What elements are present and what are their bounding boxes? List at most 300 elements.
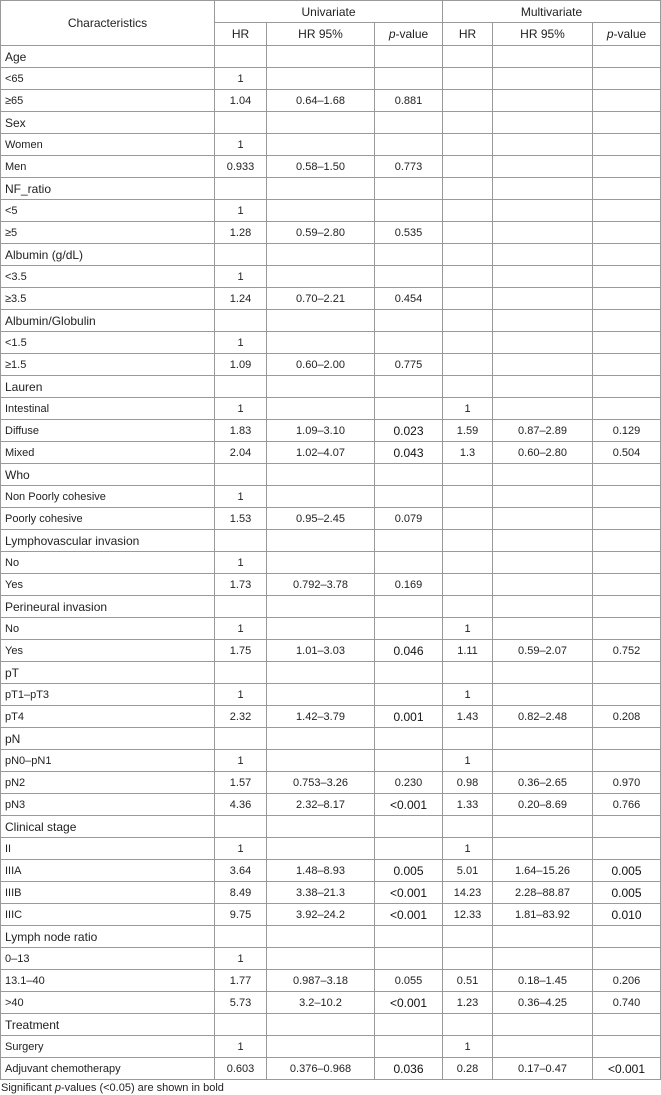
univariate-ci: 1.42–3.79 bbox=[267, 706, 375, 728]
table-row bbox=[1, 948, 661, 970]
univariate-p-value: 0.079 bbox=[375, 508, 443, 530]
empty-cell bbox=[215, 1014, 267, 1036]
row-label: >40 bbox=[1, 992, 215, 1014]
multivariate-hr bbox=[443, 332, 493, 354]
empty-cell bbox=[493, 662, 593, 684]
empty-cell bbox=[267, 244, 375, 266]
p-suffix: -value bbox=[613, 27, 647, 41]
multivariate-p-value: 0.005 bbox=[593, 882, 661, 904]
multivariate-hr: 1.33 bbox=[443, 794, 493, 816]
univariate-hr: 1 bbox=[215, 486, 267, 508]
empty-cell bbox=[593, 112, 661, 134]
multivariate-hr bbox=[443, 354, 493, 376]
empty-cell bbox=[443, 662, 493, 684]
univariate-hr: 9.75 bbox=[215, 904, 267, 926]
group-title: Who bbox=[1, 464, 215, 486]
univariate-hr: 1 bbox=[215, 552, 267, 574]
univariate-ci bbox=[267, 948, 375, 970]
multivariate-header: Multivariate bbox=[443, 1, 661, 23]
table-row bbox=[1, 68, 661, 90]
univariate-ci bbox=[267, 618, 375, 640]
empty-cell bbox=[215, 376, 267, 398]
multivariate-ci bbox=[493, 838, 593, 860]
group-title: Sex bbox=[1, 112, 215, 134]
multivariate-p-value bbox=[593, 398, 661, 420]
table-row bbox=[1, 354, 661, 376]
univariate-hr: 1 bbox=[215, 948, 267, 970]
multivariate-ci bbox=[493, 948, 593, 970]
p-suffix: -value bbox=[395, 27, 429, 41]
multivariate-hr bbox=[443, 486, 493, 508]
empty-cell bbox=[215, 530, 267, 552]
table-row bbox=[1, 1036, 661, 1058]
multivariate-p-value bbox=[593, 288, 661, 310]
multivariate-hr: 1 bbox=[443, 838, 493, 860]
table-row bbox=[1, 574, 661, 596]
row-label: pT4 bbox=[1, 706, 215, 728]
empty-cell bbox=[493, 926, 593, 948]
univariate-ci: 0.59–2.80 bbox=[267, 222, 375, 244]
table-row bbox=[1, 640, 661, 662]
table-row bbox=[1, 200, 661, 222]
multivariate-p-value bbox=[593, 68, 661, 90]
empty-cell bbox=[493, 46, 593, 68]
univariate-p-value: 0.454 bbox=[375, 288, 443, 310]
univariate-hr: 0.603 bbox=[215, 1058, 267, 1080]
group-row bbox=[1, 178, 661, 200]
univariate-p-value bbox=[375, 332, 443, 354]
univariate-p-value: 0.881 bbox=[375, 90, 443, 112]
multivariate-p-value: 0.766 bbox=[593, 794, 661, 816]
multivariate-ci: 0.60–2.80 bbox=[493, 442, 593, 464]
univariate-hr: 1 bbox=[215, 838, 267, 860]
multivariate-hr bbox=[443, 288, 493, 310]
univariate-p-value bbox=[375, 552, 443, 574]
univariate-ci: 1.09–3.10 bbox=[267, 420, 375, 442]
table-row bbox=[1, 508, 661, 530]
group-row bbox=[1, 310, 661, 332]
empty-cell bbox=[493, 530, 593, 552]
univariate-p-value bbox=[375, 68, 443, 90]
group-title: Albumin/Globulin bbox=[1, 310, 215, 332]
table-row bbox=[1, 332, 661, 354]
group-title: NF_ratio bbox=[1, 178, 215, 200]
univariate-ci: 0.792–3.78 bbox=[267, 574, 375, 596]
multivariate-ci: 1.64–15.26 bbox=[493, 860, 593, 882]
univariate-hr: 3.64 bbox=[215, 860, 267, 882]
empty-cell bbox=[267, 464, 375, 486]
univariate-ci: 3.2–10.2 bbox=[267, 992, 375, 1014]
univariate-hr: 1 bbox=[215, 618, 267, 640]
table-row bbox=[1, 750, 661, 772]
multivariate-p-value: 0.206 bbox=[593, 970, 661, 992]
empty-cell bbox=[443, 926, 493, 948]
univariate-p-value: <0.001 bbox=[375, 992, 443, 1014]
table-row bbox=[1, 684, 661, 706]
table-row bbox=[1, 1058, 661, 1080]
univariate-hr: 1.83 bbox=[215, 420, 267, 442]
empty-cell bbox=[443, 816, 493, 838]
multivariate-hr: 5.01 bbox=[443, 860, 493, 882]
multivariate-ci bbox=[493, 156, 593, 178]
empty-cell bbox=[267, 112, 375, 134]
univariate-hr: 1.73 bbox=[215, 574, 267, 596]
empty-cell bbox=[215, 310, 267, 332]
multivariate-hr: 1.3 bbox=[443, 442, 493, 464]
footnote bbox=[0, 1081, 661, 1095]
multivariate-p-value: 0.740 bbox=[593, 992, 661, 1014]
univariate-p-value bbox=[375, 134, 443, 156]
univariate-p-value: 0.535 bbox=[375, 222, 443, 244]
row-label: Mixed bbox=[1, 442, 215, 464]
group-row bbox=[1, 46, 661, 68]
univariate-ci: 2.32–8.17 bbox=[267, 794, 375, 816]
multivariate-hr: 1 bbox=[443, 398, 493, 420]
empty-cell bbox=[375, 376, 443, 398]
group-title: pN bbox=[1, 728, 215, 750]
univariate-p-value: 0.230 bbox=[375, 772, 443, 794]
multivariate-p-value bbox=[593, 948, 661, 970]
group-row bbox=[1, 112, 661, 134]
empty-cell bbox=[443, 464, 493, 486]
empty-cell bbox=[493, 1014, 593, 1036]
empty-cell bbox=[215, 112, 267, 134]
row-label: pT1–pT3 bbox=[1, 684, 215, 706]
empty-cell bbox=[443, 530, 493, 552]
multivariate-ci bbox=[493, 222, 593, 244]
multivariate-hr: 1 bbox=[443, 750, 493, 772]
empty-cell bbox=[215, 244, 267, 266]
multivariate-p-value bbox=[593, 222, 661, 244]
footnote-post: -values (<0.05) are shown in bold bbox=[60, 1082, 224, 1094]
univariate-ci: 0.60–2.00 bbox=[267, 354, 375, 376]
multivariate-ci: 0.36–4.25 bbox=[493, 992, 593, 1014]
empty-cell bbox=[215, 728, 267, 750]
group-title: Lymphovascular invasion bbox=[1, 530, 215, 552]
empty-cell bbox=[593, 728, 661, 750]
multivariate-hr bbox=[443, 508, 493, 530]
multivariate-hr: 14.23 bbox=[443, 882, 493, 904]
univariate-hr: 1 bbox=[215, 68, 267, 90]
empty-cell bbox=[375, 816, 443, 838]
multivariate-ci: 0.87–2.89 bbox=[493, 420, 593, 442]
univariate-ci bbox=[267, 266, 375, 288]
empty-cell bbox=[215, 46, 267, 68]
table-row bbox=[1, 882, 661, 904]
univariate-ci bbox=[267, 684, 375, 706]
empty-cell bbox=[593, 662, 661, 684]
univariate-ci-header: HR 95% bbox=[267, 23, 375, 46]
multivariate-ci bbox=[493, 486, 593, 508]
multivariate-ci: 2.28–88.87 bbox=[493, 882, 593, 904]
multivariate-hr: 1.11 bbox=[443, 640, 493, 662]
table-row bbox=[1, 860, 661, 882]
multivariate-ci bbox=[493, 684, 593, 706]
univariate-p-value bbox=[375, 486, 443, 508]
empty-cell bbox=[593, 244, 661, 266]
empty-cell bbox=[375, 662, 443, 684]
univariate-hr: 2.32 bbox=[215, 706, 267, 728]
multivariate-ci bbox=[493, 200, 593, 222]
univariate-hr: 1 bbox=[215, 332, 267, 354]
multivariate-ci bbox=[493, 398, 593, 420]
univariate-hr: 1 bbox=[215, 1036, 267, 1058]
table-row bbox=[1, 486, 661, 508]
group-row bbox=[1, 464, 661, 486]
univariate-hr: 1 bbox=[215, 750, 267, 772]
univariate-ci: 3.38–21.3 bbox=[267, 882, 375, 904]
univariate-p-value bbox=[375, 398, 443, 420]
row-label: ≥5 bbox=[1, 222, 215, 244]
univariate-p-value: 0.055 bbox=[375, 970, 443, 992]
multivariate-ci: 0.82–2.48 bbox=[493, 706, 593, 728]
group-title: Albumin (g/dL) bbox=[1, 244, 215, 266]
empty-cell bbox=[375, 112, 443, 134]
empty-cell bbox=[443, 596, 493, 618]
multivariate-p-value: 0.752 bbox=[593, 640, 661, 662]
univariate-ci: 1.01–3.03 bbox=[267, 640, 375, 662]
multivariate-hr bbox=[443, 948, 493, 970]
multivariate-p-value bbox=[593, 486, 661, 508]
empty-cell bbox=[593, 46, 661, 68]
empty-cell bbox=[375, 46, 443, 68]
empty-cell bbox=[375, 926, 443, 948]
row-label: II bbox=[1, 838, 215, 860]
univariate-p-value: 0.005 bbox=[375, 860, 443, 882]
row-label: ≥3.5 bbox=[1, 288, 215, 310]
table-row bbox=[1, 266, 661, 288]
univariate-p-value bbox=[375, 1036, 443, 1058]
univariate-header: Univariate bbox=[215, 1, 443, 23]
multivariate-ci: 0.20–8.69 bbox=[493, 794, 593, 816]
multivariate-hr: 0.98 bbox=[443, 772, 493, 794]
multivariate-p-value: 0.504 bbox=[593, 442, 661, 464]
multivariate-hr: 1.23 bbox=[443, 992, 493, 1014]
group-row bbox=[1, 926, 661, 948]
table-body bbox=[1, 46, 661, 1080]
empty-cell bbox=[267, 310, 375, 332]
univariate-ci bbox=[267, 1036, 375, 1058]
multivariate-p-value bbox=[593, 332, 661, 354]
multivariate-p-value: 0.005 bbox=[593, 860, 661, 882]
univariate-hr: 4.36 bbox=[215, 794, 267, 816]
univariate-ci: 0.70–2.21 bbox=[267, 288, 375, 310]
univariate-p-value: 0.169 bbox=[375, 574, 443, 596]
row-label: Diffuse bbox=[1, 420, 215, 442]
table-row bbox=[1, 398, 661, 420]
multivariate-p-value bbox=[593, 90, 661, 112]
table-row bbox=[1, 90, 661, 112]
univariate-p-value bbox=[375, 266, 443, 288]
multivariate-hr bbox=[443, 90, 493, 112]
row-label: IIIA bbox=[1, 860, 215, 882]
empty-cell bbox=[267, 662, 375, 684]
multivariate-ci bbox=[493, 508, 593, 530]
univariate-ci bbox=[267, 332, 375, 354]
empty-cell bbox=[375, 310, 443, 332]
empty-cell bbox=[493, 178, 593, 200]
empty-cell bbox=[593, 816, 661, 838]
p-letter: p bbox=[388, 27, 396, 41]
empty-cell bbox=[375, 464, 443, 486]
empty-cell bbox=[593, 530, 661, 552]
table-row bbox=[1, 618, 661, 640]
empty-cell bbox=[493, 310, 593, 332]
multivariate-ci bbox=[493, 750, 593, 772]
multivariate-hr: 1 bbox=[443, 1036, 493, 1058]
multivariate-p-value bbox=[593, 750, 661, 772]
group-row bbox=[1, 596, 661, 618]
empty-cell bbox=[267, 926, 375, 948]
empty-cell bbox=[375, 530, 443, 552]
empty-cell bbox=[375, 1014, 443, 1036]
univariate-hr-header: HR bbox=[215, 23, 267, 46]
empty-cell bbox=[375, 596, 443, 618]
univariate-ci: 0.64–1.68 bbox=[267, 90, 375, 112]
univariate-p-value bbox=[375, 618, 443, 640]
characteristics-header: Characteristics bbox=[1, 1, 215, 46]
univariate-hr: 1.53 bbox=[215, 508, 267, 530]
univariate-p-value: 0.023 bbox=[375, 420, 443, 442]
multivariate-ci bbox=[493, 552, 593, 574]
table-row bbox=[1, 156, 661, 178]
multivariate-ci bbox=[493, 266, 593, 288]
multivariate-ci bbox=[493, 90, 593, 112]
group-row bbox=[1, 662, 661, 684]
univariate-ci bbox=[267, 68, 375, 90]
multivariate-p-value bbox=[593, 200, 661, 222]
univariate-hr: 2.04 bbox=[215, 442, 267, 464]
multivariate-hr: 12.33 bbox=[443, 904, 493, 926]
group-title: Lauren bbox=[1, 376, 215, 398]
univariate-p-value bbox=[375, 684, 443, 706]
multivariate-p-value bbox=[593, 134, 661, 156]
univariate-ci bbox=[267, 398, 375, 420]
empty-cell bbox=[267, 816, 375, 838]
empty-cell bbox=[493, 244, 593, 266]
header-row-1 bbox=[1, 1, 661, 23]
univariate-p-header bbox=[375, 23, 443, 46]
table-row bbox=[1, 706, 661, 728]
multivariate-ci bbox=[493, 574, 593, 596]
empty-cell bbox=[215, 178, 267, 200]
group-row bbox=[1, 376, 661, 398]
multivariate-ci: 0.36–2.65 bbox=[493, 772, 593, 794]
univariate-hr: 1 bbox=[215, 200, 267, 222]
multivariate-ci bbox=[493, 618, 593, 640]
multivariate-p-value bbox=[593, 684, 661, 706]
multivariate-p-value bbox=[593, 838, 661, 860]
multivariate-p-value: 0.970 bbox=[593, 772, 661, 794]
multivariate-hr bbox=[443, 134, 493, 156]
multivariate-p-value: 0.208 bbox=[593, 706, 661, 728]
empty-cell bbox=[443, 178, 493, 200]
multivariate-hr: 0.28 bbox=[443, 1058, 493, 1080]
univariate-hr: 1 bbox=[215, 684, 267, 706]
row-label: ≥65 bbox=[1, 90, 215, 112]
group-row bbox=[1, 1014, 661, 1036]
multivariate-hr bbox=[443, 552, 493, 574]
row-label: No bbox=[1, 618, 215, 640]
multivariate-hr: 1.43 bbox=[443, 706, 493, 728]
empty-cell bbox=[443, 244, 493, 266]
multivariate-hr: 1.59 bbox=[443, 420, 493, 442]
row-label: No bbox=[1, 552, 215, 574]
table-row bbox=[1, 794, 661, 816]
multivariate-p-value bbox=[593, 354, 661, 376]
row-label: <5 bbox=[1, 200, 215, 222]
row-label: Yes bbox=[1, 640, 215, 662]
table-row bbox=[1, 970, 661, 992]
row-label: <1.5 bbox=[1, 332, 215, 354]
empty-cell bbox=[215, 662, 267, 684]
multivariate-ci bbox=[493, 354, 593, 376]
row-label: 13.1–40 bbox=[1, 970, 215, 992]
empty-cell bbox=[215, 596, 267, 618]
univariate-p-value bbox=[375, 200, 443, 222]
univariate-hr: 1.77 bbox=[215, 970, 267, 992]
row-label: IIIB bbox=[1, 882, 215, 904]
row-label: Men bbox=[1, 156, 215, 178]
univariate-p-value: 0.046 bbox=[375, 640, 443, 662]
empty-cell bbox=[215, 464, 267, 486]
row-label: ≥1.5 bbox=[1, 354, 215, 376]
group-title: pT bbox=[1, 662, 215, 684]
row-label: Yes bbox=[1, 574, 215, 596]
row-label: <3.5 bbox=[1, 266, 215, 288]
univariate-hr: 1.04 bbox=[215, 90, 267, 112]
empty-cell bbox=[267, 178, 375, 200]
multivariate-hr bbox=[443, 68, 493, 90]
multivariate-p-header bbox=[593, 23, 661, 46]
multivariate-hr bbox=[443, 156, 493, 178]
univariate-hr: 1 bbox=[215, 134, 267, 156]
multivariate-p-value bbox=[593, 552, 661, 574]
p-letter: p bbox=[606, 27, 614, 41]
group-title: Clinical stage bbox=[1, 816, 215, 838]
multivariate-p-value bbox=[593, 508, 661, 530]
table-row bbox=[1, 288, 661, 310]
empty-cell bbox=[443, 112, 493, 134]
multivariate-p-value: <0.001 bbox=[593, 1058, 661, 1080]
empty-cell bbox=[593, 1014, 661, 1036]
multivariate-ci bbox=[493, 288, 593, 310]
multivariate-ci: 1.81–83.92 bbox=[493, 904, 593, 926]
univariate-p-value bbox=[375, 948, 443, 970]
empty-cell bbox=[593, 376, 661, 398]
multivariate-p-value bbox=[593, 1036, 661, 1058]
empty-cell bbox=[375, 728, 443, 750]
empty-cell bbox=[493, 112, 593, 134]
univariate-p-value: 0.775 bbox=[375, 354, 443, 376]
univariate-p-value: 0.036 bbox=[375, 1058, 443, 1080]
empty-cell bbox=[215, 926, 267, 948]
univariate-p-value bbox=[375, 838, 443, 860]
table-row bbox=[1, 222, 661, 244]
empty-cell bbox=[267, 596, 375, 618]
univariate-p-value: <0.001 bbox=[375, 882, 443, 904]
empty-cell bbox=[267, 46, 375, 68]
multivariate-ci: 0.17–0.47 bbox=[493, 1058, 593, 1080]
empty-cell bbox=[267, 1014, 375, 1036]
empty-cell bbox=[375, 178, 443, 200]
univariate-hr: 1.09 bbox=[215, 354, 267, 376]
empty-cell bbox=[267, 376, 375, 398]
multivariate-ci bbox=[493, 332, 593, 354]
empty-cell bbox=[375, 244, 443, 266]
univariate-ci bbox=[267, 552, 375, 574]
empty-cell bbox=[593, 926, 661, 948]
